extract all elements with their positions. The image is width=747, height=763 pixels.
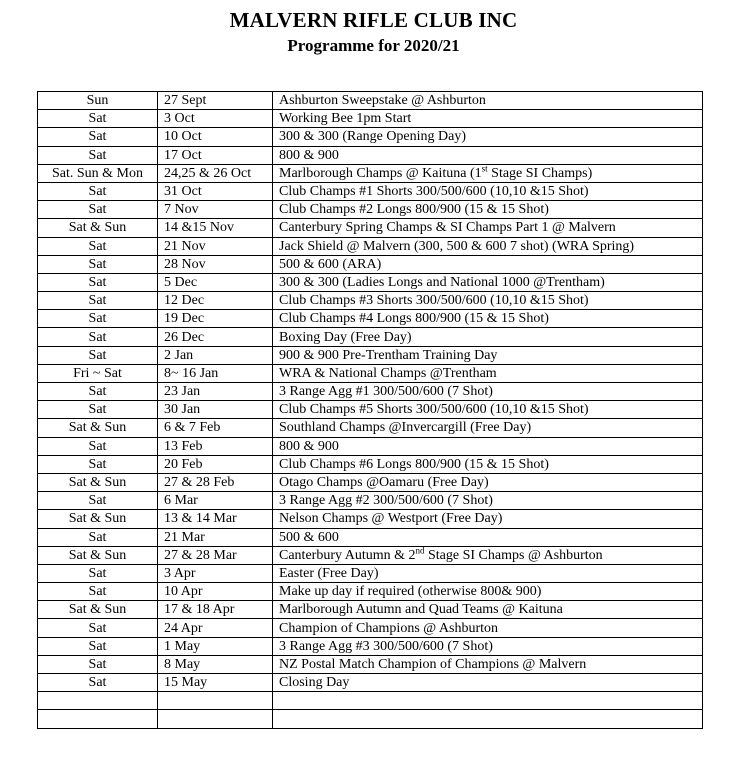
table-row xyxy=(38,273,703,291)
day-cell: Sat xyxy=(38,455,158,473)
table-row xyxy=(38,110,703,128)
day-cell: Sat xyxy=(38,237,158,255)
date-cell: 6 Mar xyxy=(158,492,273,510)
table-row xyxy=(38,292,703,310)
event-text: Marlborough Champs @ Kaituna (1 xyxy=(279,165,482,181)
table-row xyxy=(38,637,703,655)
programme-table-body xyxy=(38,92,703,729)
date-cell: 2 Jan xyxy=(158,346,273,364)
event-cell: Working Bee 1pm Start xyxy=(273,110,703,128)
event-cell: Nelson Champs @ Westport (Free Day) xyxy=(273,510,703,528)
table-row xyxy=(38,383,703,401)
table-row xyxy=(38,164,703,182)
date-cell: 27 Sept xyxy=(158,92,273,110)
day-cell: Sat xyxy=(38,346,158,364)
day-cell: Sat & Sun xyxy=(38,510,158,528)
event-cell: Southland Champs @Invercargill (Free Day) xyxy=(273,419,703,437)
ordinal-suffix: st xyxy=(481,164,488,174)
day-cell: Sat & Sun xyxy=(38,546,158,564)
table-row xyxy=(38,528,703,546)
table-row xyxy=(38,601,703,619)
table-row xyxy=(38,128,703,146)
day-cell: Sat xyxy=(38,674,158,692)
table-row xyxy=(38,692,703,710)
event-cell: Club Champs #6 Longs 800/900 (15 & 15 Shot) xyxy=(273,455,703,473)
date-cell: 8 May xyxy=(158,655,273,673)
table-row xyxy=(38,346,703,364)
event-cell: Champion of Champions @ Ashburton xyxy=(273,619,703,637)
date-cell: 1 May xyxy=(158,637,273,655)
day-cell: Sat xyxy=(38,292,158,310)
table-row xyxy=(38,655,703,673)
event-cell: 300 & 300 (Range Opening Day) xyxy=(273,128,703,146)
table-row xyxy=(38,92,703,110)
table-row xyxy=(38,401,703,419)
table-row xyxy=(38,546,703,564)
ordinal-suffix: nd xyxy=(415,546,425,556)
table-row xyxy=(38,310,703,328)
day-cell: Fri ~ Sat xyxy=(38,364,158,382)
table-row xyxy=(38,510,703,528)
table-row xyxy=(38,437,703,455)
event-cell xyxy=(273,546,703,564)
date-cell: 10 Oct xyxy=(158,128,273,146)
event-cell: Make up day if required (otherwise 800& 900) xyxy=(273,583,703,601)
date-cell: 23 Jan xyxy=(158,383,273,401)
day-cell: Sat xyxy=(38,401,158,419)
date-cell: 3 Apr xyxy=(158,564,273,582)
date-cell: 19 Dec xyxy=(158,310,273,328)
table-row xyxy=(38,146,703,164)
table-row xyxy=(38,492,703,510)
table-row xyxy=(38,201,703,219)
date-cell: 6 & 7 Feb xyxy=(158,419,273,437)
date-cell: 26 Dec xyxy=(158,328,273,346)
date-cell xyxy=(158,692,273,710)
event-text: Canterbury Autumn & 2 xyxy=(279,547,416,563)
date-cell: 17 & 18 Apr xyxy=(158,601,273,619)
table-row xyxy=(38,473,703,491)
date-cell: 24,25 & 26 Oct xyxy=(158,164,273,182)
event-cell: Club Champs #5 Shorts 300/500/600 (10,10 &15 Shot) xyxy=(273,401,703,419)
event-cell: Boxing Day (Free Day) xyxy=(273,328,703,346)
day-cell: Sun xyxy=(38,92,158,110)
event-text: Stage SI Champs) xyxy=(487,165,593,181)
event-cell: Marlborough Autumn and Quad Teams @ Kaituna xyxy=(273,601,703,619)
event-cell: Canterbury Spring Champs & SI Champs Part 1 @ Malvern xyxy=(273,219,703,237)
day-cell: Sat. Sun & Mon xyxy=(38,164,158,182)
date-cell: 30 Jan xyxy=(158,401,273,419)
event-cell: WRA & National Champs @Trentham xyxy=(273,364,703,382)
day-cell: Sat xyxy=(38,110,158,128)
event-cell: 800 & 900 xyxy=(273,437,703,455)
event-cell: Club Champs #2 Longs 800/900 (15 & 15 Shot) xyxy=(273,201,703,219)
event-cell: Club Champs #3 Shorts 300/500/600 (10,10 &15 Shot) xyxy=(273,292,703,310)
table-row xyxy=(38,455,703,473)
date-cell: 3 Oct xyxy=(158,110,273,128)
day-cell: Sat xyxy=(38,328,158,346)
day-cell: Sat xyxy=(38,182,158,200)
event-cell: NZ Postal Match Champion of Champions @ Malvern xyxy=(273,655,703,673)
event-cell: Club Champs #4 Longs 800/900 (15 & 15 Shot) xyxy=(273,310,703,328)
date-cell: 13 Feb xyxy=(158,437,273,455)
event-cell: 900 & 900 Pre-Trentham Training Day xyxy=(273,346,703,364)
event-cell: 300 & 300 (Ladies Longs and National 1000 @Trentham) xyxy=(273,273,703,291)
event-cell: Otago Champs @Oamaru (Free Day) xyxy=(273,473,703,491)
event-cell: 3 Range Agg #2 300/500/600 (7 Shot) xyxy=(273,492,703,510)
day-cell: Sat xyxy=(38,655,158,673)
table-row xyxy=(38,564,703,582)
event-cell xyxy=(273,692,703,710)
date-cell: 15 May xyxy=(158,674,273,692)
table-row xyxy=(38,419,703,437)
table-row xyxy=(38,328,703,346)
date-cell: 31 Oct xyxy=(158,182,273,200)
day-cell: Sat xyxy=(38,583,158,601)
event-cell: 3 Range Agg #1 300/500/600 (7 Shot) xyxy=(273,383,703,401)
date-cell xyxy=(158,710,273,728)
programme-table xyxy=(37,91,703,729)
table-row xyxy=(38,182,703,200)
event-cell: 800 & 900 xyxy=(273,146,703,164)
day-cell: Sat & Sun xyxy=(38,419,158,437)
date-cell: 14 &15 Nov xyxy=(158,219,273,237)
day-cell: Sat xyxy=(38,146,158,164)
date-cell: 27 & 28 Feb xyxy=(158,473,273,491)
date-cell: 17 Oct xyxy=(158,146,273,164)
event-cell xyxy=(273,710,703,728)
day-cell: Sat xyxy=(38,310,158,328)
event-cell: Easter (Free Day) xyxy=(273,564,703,582)
event-cell: Club Champs #1 Shorts 300/500/600 (10,10 &15 Shot) xyxy=(273,182,703,200)
day-cell xyxy=(38,710,158,728)
day-cell: Sat & Sun xyxy=(38,473,158,491)
document-title: MALVERN RIFLE CLUB INC xyxy=(229,8,518,32)
day-cell: Sat xyxy=(38,128,158,146)
table-row xyxy=(38,710,703,728)
table-row xyxy=(38,674,703,692)
day-cell: Sat xyxy=(38,437,158,455)
table-row xyxy=(38,237,703,255)
event-cell: 3 Range Agg #3 300/500/600 (7 Shot) xyxy=(273,637,703,655)
date-cell: 21 Mar xyxy=(158,528,273,546)
day-cell: Sat xyxy=(38,201,158,219)
date-cell: 7 Nov xyxy=(158,201,273,219)
day-cell: Sat xyxy=(38,383,158,401)
date-cell: 20 Feb xyxy=(158,455,273,473)
day-cell: Sat xyxy=(38,637,158,655)
date-cell: 12 Dec xyxy=(158,292,273,310)
day-cell: Sat xyxy=(38,255,158,273)
event-cell: Closing Day xyxy=(273,674,703,692)
table-row xyxy=(38,583,703,601)
table-row xyxy=(38,619,703,637)
document-subtitle: Programme for 2020/21 xyxy=(287,36,460,55)
day-cell xyxy=(38,692,158,710)
date-cell: 24 Apr xyxy=(158,619,273,637)
day-cell: Sat & Sun xyxy=(38,601,158,619)
event-cell xyxy=(273,164,703,182)
table-row xyxy=(38,364,703,382)
event-cell: 500 & 600 xyxy=(273,528,703,546)
table-row xyxy=(38,255,703,273)
day-cell: Sat xyxy=(38,492,158,510)
table-row xyxy=(38,219,703,237)
event-cell: 500 & 600 (ARA) xyxy=(273,255,703,273)
date-cell: 5 Dec xyxy=(158,273,273,291)
date-cell: 21 Nov xyxy=(158,237,273,255)
date-cell: 13 & 14 Mar xyxy=(158,510,273,528)
day-cell: Sat & Sun xyxy=(38,219,158,237)
date-cell: 27 & 28 Mar xyxy=(158,546,273,564)
event-cell: Ashburton Sweepstake @ Ashburton xyxy=(273,92,703,110)
day-cell: Sat xyxy=(38,273,158,291)
day-cell: Sat xyxy=(38,619,158,637)
event-cell: Jack Shield @ Malvern (300, 500 & 600 7 shot) (WRA Spring) xyxy=(273,237,703,255)
event-text: Stage SI Champs @ Ashburton xyxy=(424,547,603,563)
date-cell: 10 Apr xyxy=(158,583,273,601)
day-cell: Sat xyxy=(38,528,158,546)
date-cell: 28 Nov xyxy=(158,255,273,273)
date-cell: 8~ 16 Jan xyxy=(158,364,273,382)
day-cell: Sat xyxy=(38,564,158,582)
